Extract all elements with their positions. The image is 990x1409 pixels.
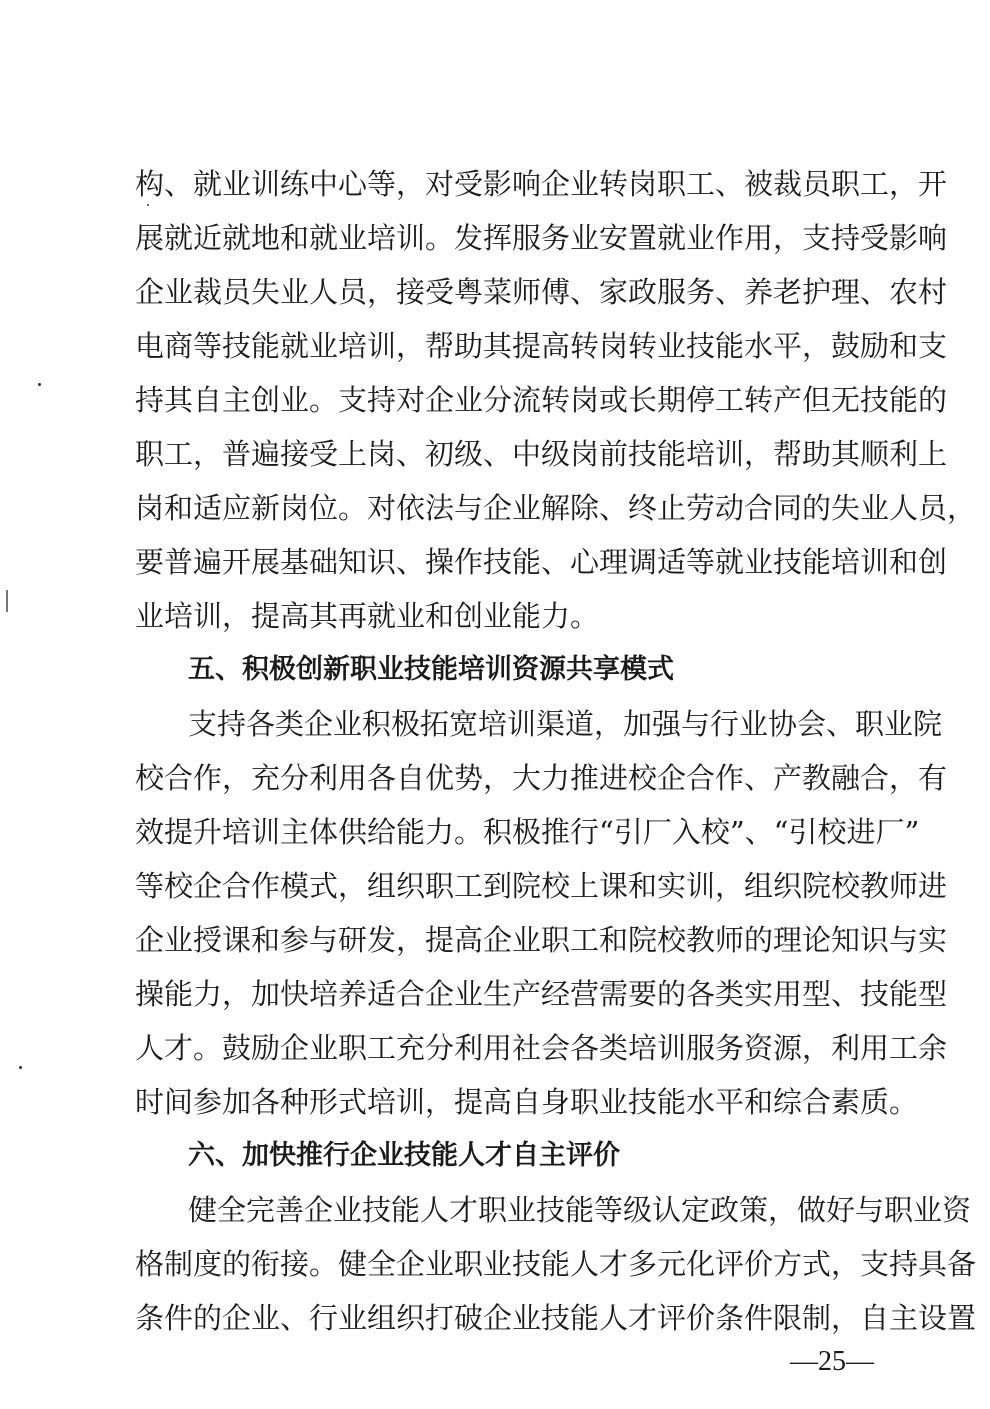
paragraph-line: 职工，普遍接受上岗、初级、中级岗前技能培训，帮助其顺利上 [135, 437, 948, 471]
section-heading: 五、积极创新职业技能培训资源共享模式 [188, 654, 674, 685]
scan-speck [38, 383, 41, 386]
paragraph-line: 格制度的衔接。健全企业职业技能人才多元化评价方式，支持具备 [135, 1247, 977, 1281]
paragraph-line: 校合作，充分利用各自优势，大力推进校企合作、产教融合，有 [135, 761, 948, 795]
paragraph-line: 业培训，提高其再就业和创业能力。 [135, 599, 600, 633]
paragraph-line: 持其自主创业。支持对企业分流转岗或长期停工转产但无技能的 [135, 383, 948, 417]
scan-speck [6, 590, 8, 612]
section-heading: 六、加快推行企业技能人才自主评价 [188, 1140, 620, 1171]
page-number: —25— [790, 1346, 874, 1377]
paragraph-line: 效提升培训主体供给能力。积极推行“引厂入校”、“引校进厂” [135, 815, 920, 849]
scan-speck [147, 204, 149, 206]
paragraph-line: 操能力，加快培养适合企业生产经营需要的各类实用型、技能型 [135, 977, 948, 1011]
paragraph-line: 电商等技能就业培训，帮助其提高转岗转业技能水平，鼓励和支 [135, 329, 948, 363]
paragraph-line: 健全完善企业技能人才职业技能等级认定政策，做好与职业资 [188, 1193, 972, 1227]
paragraph-line: 人才。鼓励企业职工充分利用社会各类培训服务资源，利用工余 [135, 1031, 948, 1065]
paragraph-line: 岗和适应新岗位。对依法与企业解除、终止劳动合同的失业人员， [135, 491, 977, 525]
paragraph-line: 构、就业训练中心等，对受影响企业转岗职工、被裁员职工，开 [135, 167, 948, 201]
paragraph-line: 等校企合作模式，组织职工到院校上课和实训，组织院校教师进 [135, 869, 948, 903]
paragraph-line: 支持各类企业积极拓宽培训渠道，加强与行业协会、职业院 [188, 707, 943, 741]
paragraph-line: 条件的企业、行业组织打破企业技能人才评价条件限制，自主设置 [135, 1301, 977, 1335]
scan-speck [19, 1066, 22, 1069]
paragraph-line: 企业裁员失业人员，接受粤菜师傅、家政服务、养老护理、农村 [135, 275, 948, 309]
paragraph-line: 要普遍开展基础知识、操作技能、心理调适等就业技能培训和创 [135, 545, 948, 579]
paragraph-line: 展就近就地和就业培训。发挥服务业安置就业作用，支持受影响 [135, 221, 948, 255]
paragraph-line: 企业授课和参与研发，提高企业职工和院校教师的理论知识与实 [135, 923, 948, 957]
paragraph-line: 时间参加各种形式培训，提高自身职业技能水平和综合素质。 [135, 1085, 919, 1119]
